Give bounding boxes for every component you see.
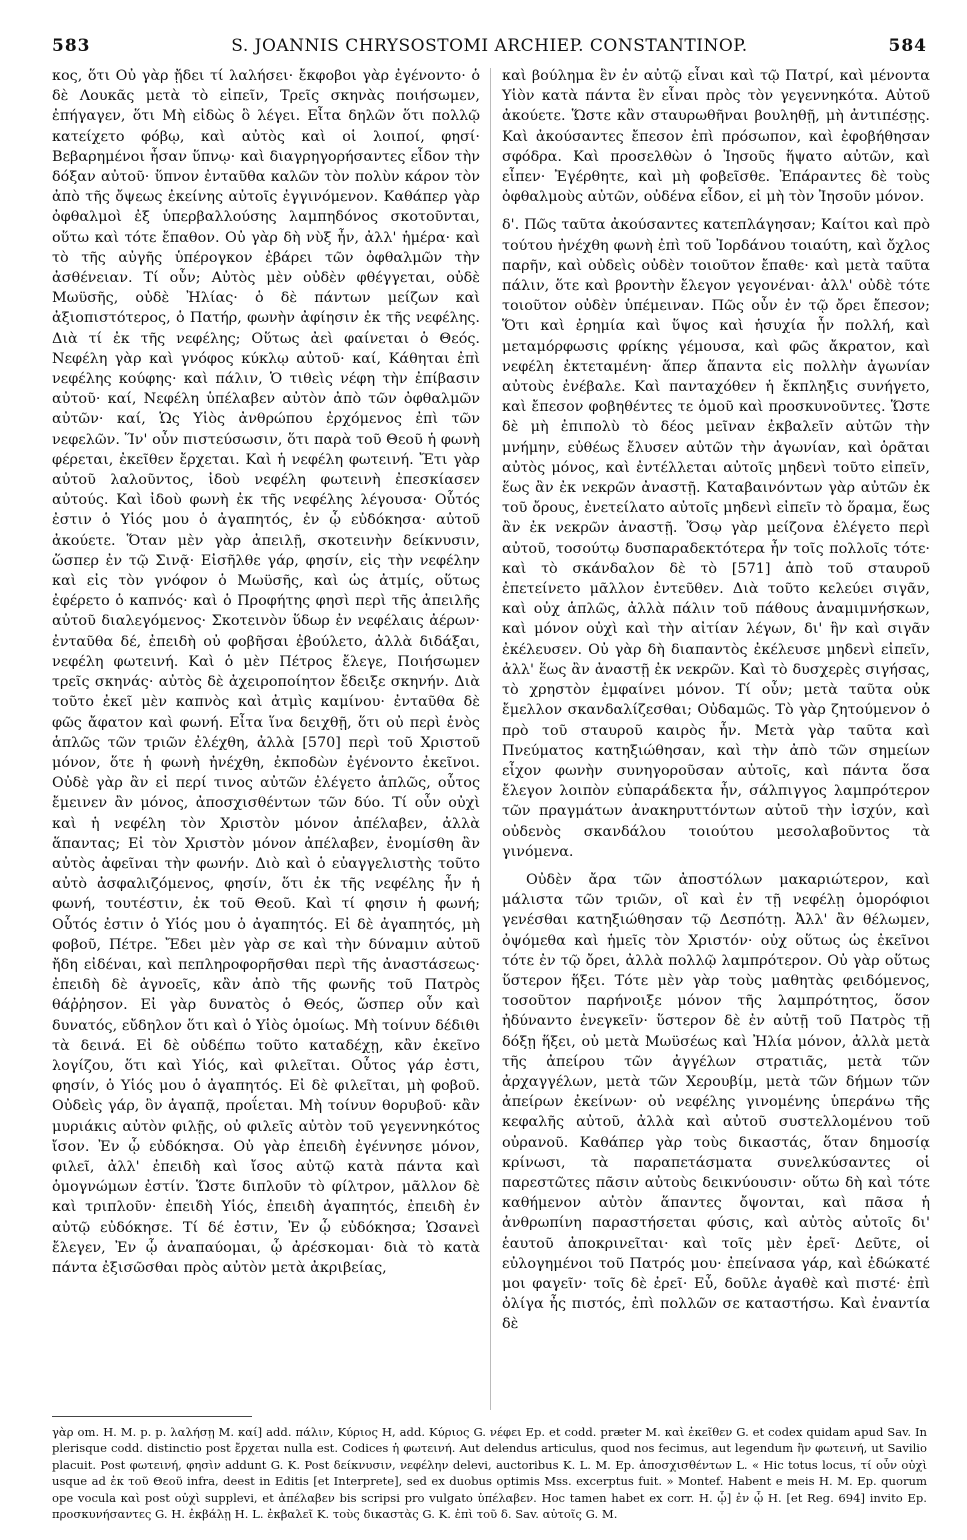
page-header	[52, 36, 927, 60]
right-paragraph-1: καὶ βούλημα ἓν ἐν αὐτῷ εἶναι καὶ τῷ Πατρί, καὶ μένοντα Υἱὸν κατὰ πάντα ἓν εἶναι πρὸς τὸν γεγεννηκότα. Αὐτοῦ ἀκούετε. Ὥστε κἂν σταυρωθῆναι βουληθῇ, μὴ ἀντιπέσῃς. Καὶ ἀκούσαντες ἔπεσον ἐπὶ πρόσωπον, καὶ ἐφοβήθησαν σφόδρα. Καὶ προσελθὼν ὁ Ἰησοῦς ἥψατο αὐτῶν, καὶ εἶπεν· Ἐγέρθητε, καὶ μὴ φοβεῖσθε. Ἐπάραντες δὲ τοὺς ὀφθαλμοὺς αὐτῶν, οὐδένα εἶδον, εἰ μὴ τὸν Ἰησοῦν μόνον.	[502, 68, 930, 206]
footnote-rule	[52, 1416, 252, 1417]
footnote-text: γὰρ om. H. M. p. p. λαλήσῃ M. καί] add. πάλιν, Κύριος H, add. Κύριος G. νέφει Ep. et codd. præter M. καὶ ἐκεῖθεν G. et codex quidam apud Sav. In plerisque codd. distinctio post ἔρχεται nulla est. Codices ἡ φωτεινή. Aut delendus articulus, quod nos fecimus, aut legendum ἣν φωτεινή, ut Savilio placuit. Post φωτεινή, φησὶν addunt G. K. Post δείκνυσιν, νεφέλην delevi, auctoribus K. L. M. Ep. ἀποσχισθέντων L. « Hic totus locus, τί οὖν οὐχὶ usque ad ἐκ τοῦ Θεοῦ infra, deest in Editis [et Interprete], sed ex duobus optimis Mss. excerptus fuit. » Montef. Habent e meis H. M. Ep. quorum ope vocula καὶ post οὐχὶ supplevi, et ἀπέλαβεν bis scripsi pro vulgato ὑπέλαβεν. Hoc tamen habet ex corr. H. ᾧ] ἐν ᾧ H. [et Reg. 694] invito Ep. προσκυνήσαντες G. H. ἐκβάλῃ H. L. ἐκβαλεῖ K. τοὺς δικαστὰς G. K. ἐπὶ τοῦ δ. Sav. αὐτοῖς G. M.	[52, 1425, 927, 1522]
page-number-right: 584	[888, 36, 927, 56]
right-column	[502, 66, 930, 1408]
left-paragraph-1: κος, ὅτι Οὐ γὰρ ᾔδει τί λαλήσει· ἔκφοβοι γὰρ ἐγένοντο· ὁ δὲ Λουκᾶς μετὰ τὸ εἰπεῖν, Τρεῖς σκηνὰς ποιήσωμεν, ἐπήγαγεν, ὅτι Μὴ εἰδὼς ὃ λέγει. Εἶτα δηλῶν ὅτι πολλῷ κατείχετο φόβῳ, καὶ αὐτὸς καὶ οἱ λοιποί, φησί· Βεβαρημένοι ἦσαν ὕπνῳ· καὶ διαγρηγορήσαντες εἶδον τὴν δόξαν αὐτοῦ· ὕπνον ἐνταῦθα καλῶν τὸν πολὺν κάρον τὸν ἀπὸ τῆς ὄψεως ἐκείνης αὐτοῖς ἐγγινόμενον. Καθάπερ γὰρ ὀφθαλμοὶ ἐξ ὑπερβαλλούσης λαμπηδόνος σκοτοῦνται, οὕτω καὶ τότε ἔπαθον. Οὐ γὰρ δὴ νὺξ ἦν, ἀλλ' ἡμέρα· καὶ τὸ τῆς αὐγῆς ὑπέρογκον ἐβάρει τῶν ὀφθαλμῶν τὴν ἀσθένειαν. Τί οὖν; Αὐτὸς μὲν οὐδὲν φθέγγεται, οὐδὲ Μωϋσῆς, οὐδὲ Ἠλίας· ὁ δὲ πάντων μείζων καὶ ἀξιοπιστότερος, ὁ Πατήρ, φωνὴν ἀφίησιν ἐκ τῆς νεφέλης. Διὰ τί ἐκ τῆς νεφέλης; Οὕτως ἀεὶ φαίνεται ὁ Θεός. Νεφέλη γὰρ καὶ γνόφος κύκλῳ αὐτοῦ· καί, Κάθηται ἐπὶ νεφέλης κούφης· καὶ πάλιν, Ὁ τιθεὶς νέφη τὴν ἐπίβασιν αὐτοῦ· καί, Νεφέλη ὑπέλαβεν αὐτὸν ἀπὸ τῶν ὀφθαλμῶν αὐτῶν· καί, Ὡς Υἱὸς ἀνθρώπου ἐρχόμενος ἐπὶ τῶν νεφελῶν. Ἵν' οὖν πιστεύσωσιν, ὅτι παρὰ τοῦ Θεοῦ ἡ φωνὴ φέρεται, ἐκεῖθεν ἔρχεται. Καὶ ἡ νεφέλη φωτεινή. Ἔτι γὰρ αὐτοῦ λαλοῦντος, ἰδοὺ νεφέλη φωτεινὴ ἐπεσκίασεν αὐτούς. Καὶ ἰδοὺ φωνὴ ἐκ τῆς νεφέλης λέγουσα· Οὗτός ἐστιν ὁ Υἱός μου ὁ ἀγαπητός, ἐν ᾧ εὐδόκησα· αὐτοῦ ἀκούετε. Ὅταν μὲν γὰρ ἀπειλῇ, σκοτεινὴν δείκνυσιν, ὥσπερ ἐν τῷ Σινᾷ· Εἰσῆλθε γάρ, φησίν, εἰς τὴν νεφέλην καὶ εἰς τὸν γνόφον ὁ Μωϋσῆς, καὶ ὡς ἀτμίς, οὕτως ἐφέρετο ὁ καπνός· καὶ ὁ Προφήτης φησὶ περὶ τῆς ἀπειλῆς αὐτοῦ διαλεγόμενος· Σκοτεινὸν ὕδωρ ἐν νεφέλαις ἀέρων· ἐνταῦθα δέ, ἐπειδὴ οὐ φοβῆσαι ἐβούλετο, ἀλλὰ διδάξαι, νεφέλη φωτεινή. Καὶ ὁ μὲν Πέτρος ἔλεγε, Ποιήσωμεν τρεῖς σκηνάς· αὐτὸς δὲ ἀχειροποίητον ἔδειξε σκηνήν. Διὰ τοῦτο ἐκεῖ μὲν καπνὸς καὶ ἀτμὶς καμίνου· ἐνταῦθα δὲ φῶς ἄφατον καὶ φωνή. Εἶτα ἵνα δειχθῇ, ὅτι οὐ περὶ ἑνὸς ἁπλῶς τῶν τριῶν ἐλέχθη, ἀλλὰ [570] περὶ τοῦ Χριστοῦ μόνον, ὅτε ἡ φωνὴ ἠνέχθη, ἐκποδὼν ἐγένοντο ἐκεῖνοι. Οὐδὲ γὰρ ἂν εἰ περί τινος αὐτῶν ἐλέγετο ἁπλῶς, οὗτος ἔμεινεν ἂν μόνος, ἀποσχισθέντων τῶν δύο. Τί οὖν οὐχὶ καὶ ἡ νεφέλη τὸν Χριστὸν μόνον ἀπέλαβεν, ἀλλὰ ἅπαντας; Εἰ τὸν Χριστὸν μόνον ἀπέλαβεν, ἐνομίσθη ἂν αὐτὸς ἀφεῖναι τὴν φωνήν. Διὸ καὶ ὁ εὐαγγελιστὴς τοῦτο αὐτὸ ἀσφαλιζόμενος, φησίν, ὅτι ἐκ τῆς νεφέλης ἦν ἡ φωνή, τουτέστιν, ἐκ τοῦ Θεοῦ. Καὶ τί φησιν ἡ φωνή; Οὗτός ἐστιν ὁ Υἱός μου ὁ ἀγαπητός. Εἰ δὲ ἀγαπητός, μὴ φοβοῦ, Πέτρε. Ἔδει μὲν γὰρ σε καὶ τὴν δύναμιν αὐτοῦ ἤδη εἰδέναι, καὶ πεπληροφορῆσθαι περὶ τῆς ἀναστάσεως· ἐπειδὴ δὲ ἀγνοεῖς, κἂν ἀπὸ τῆς φωνῆς τοῦ Πατρὸς θάῤῥησον. Εἰ γὰρ δυνατὸς ὁ Θεός, ὥσπερ οὖν καὶ δυνατός, εὔδηλον ὅτι καὶ ὁ Υἱὸς ὁμοίως. Μὴ τοίνυν δέδιθι τὰ δεινά. Εἰ δὲ οὐδέπω τοῦτο καταδέχῃ, κἂν ἐκεῖνο λογίζου, ὅτι καὶ Υἱός, καὶ φιλεῖται. Οὗτος γάρ ἐστι, φησίν, ὁ Υἱός μου ὁ ἀγαπητός. Εἰ δὲ φιλεῖται, μὴ φοβοῦ. Οὐδεὶς γάρ, ὃν ἀγαπᾷ, προΐεται. Μὴ τοίνυν θορυβοῦ· κἂν μυριάκις αὐτὸν φιλῇς, οὐ φιλεῖς αὐτὸν τοῦ γεγεννηκότος ἴσον. Ἐν ᾧ εὐδόκησα. Οὐ γὰρ ἐπειδὴ ἐγέννησε μόνον, φιλεῖ, ἀλλ' ἐπειδὴ καὶ ἴσος αὐτῷ κατὰ πάντα καὶ ὁμογνώμων ἐστίν. Ὥστε διπλοῦν τὸ φίλτρον, μᾶλλον δὲ καὶ τριπλοῦν· ἐπειδὴ Υἱός, ἐπειδὴ ἀγαπητός, ἐπειδὴ ἐν αὐτῷ εὐδόκησε. Τί δέ ἐστιν, Ἐν ᾧ εὐδόκησα; Ὡσανεὶ ἔλεγεν, Ἐν ᾧ ἀναπαύομαι, ᾧ ἀρέσκομαι· διὰ τὸ κατὰ πάντα ἐξισῶσθαι πρὸς αὐτὸν μετὰ ἀκριβείας,	[52, 68, 480, 1276]
footnotes	[52, 1424, 927, 1522]
right-paragraph-2: δ'. Πῶς ταῦτα ἀκούσαντες κατεπλάγησαν; Καίτοι καὶ πρὸ τούτου ἠνέχθη φωνὴ ἐπὶ τοῦ Ἰορδάνου τοιαύτη, καὶ ὄχλος παρῆν, καὶ οὐδεὶς οὐδὲν τοιοῦτον ἔπαθε· καὶ μετὰ ταῦτα πάλιν, ὅτε καὶ βροντὴν ἔλεγον γεγονέναι· ἀλλ' οὐδὲ τότε τοιοῦτον οὐδὲν ὑπέμειναν. Πῶς οὖν ἐν τῷ ὄρει ἔπεσον; Ὅτι καὶ ἐρημία καὶ ὕψος καὶ ἡσυχία ἦν πολλή, καὶ μεταμόρφωσις φρίκης γέμουσα, καὶ φῶς ἄκρατον, καὶ νεφέλη ἐκτεταμένη· ἅπερ ἅπαντα εἰς πολλὴν ἀγωνίαν αὐτοὺς ἐνέβαλε. Καὶ πανταχόθεν ἡ ἔκπληξις συνήγετο, καὶ ἔπεσον φοβηθέντες τε ὁμοῦ καὶ προσκυνοῦντες. Ὥστε δὲ μὴ ἐπιπολὺ τὸ δέος μεῖναν ἐκβαλεῖν αὐτῶν τὴν μνήμην, εὐθέως ἔλυσεν αὐτῶν τὴν ἀγωνίαν, καὶ ὁρᾶται αὐτὸς μόνος, καὶ ἐντέλλεται αὐτοῖς μηδενὶ τοῦτο εἰπεῖν, ἕως ἂν ἐκ νεκρῶν ἀναστῇ. Καταβαινόντων γὰρ αὐτῶν ἐκ τοῦ ὄρους, ἐνετείλατο αὐτοῖς μηδενὶ εἰπεῖν τὸ ὅραμα, ἕως ἂν ἐκ νεκρῶν ἀναστῇ. Ὅσῳ γὰρ μείζονα ἐλέγετο περὶ αὐτοῦ, τοσούτῳ δυσπαραδεκτότερα ἦν τοῖς πολλοῖς τότε· καὶ τὸ σκάνδαλον δὲ τὸ [571] ἀπὸ τοῦ σταυροῦ ἐπετείνετο μᾶλλον ἐντεῦθεν. Διὰ τοῦτο κελεύει σιγᾶν, καὶ οὐχ ἁπλῶς, ἀλλὰ πάλιν τοῦ πάθους ἀναμιμνήσκων, καὶ μόνον οὐχὶ καὶ τὴν αἰτίαν λέγων, δι' ἣν καὶ σιγᾶν ἐκέλευσεν. Οὐ γὰρ δὴ διαπαντὸς ἐκέλευσε μηδενὶ εἰπεῖν, ἀλλ' ἕως ἂν ἀναστῇ ἐκ νεκρῶν. Καὶ τὸ δυσχερὲς σιγήσας, τὸ χρηστὸν ἐμφαίνει μόνον. Τί οὖν; μετὰ ταῦτα οὐκ ἔμελλον σκανδαλίζεσθαι; Οὐδαμῶς. Τὸ γὰρ ζητούμενον ὁ πρὸ τοῦ σταυροῦ καιρὸς ἦν. Μετὰ γὰρ ταῦτα καὶ Πνεύματος κατηξιώθησαν, καὶ τὴν ἀπὸ τῶν σημείων εἶχον φωνὴν συνηγοροῦσαν αὐτοῖς, καὶ πάντα ὅσα ἔλεγον λοιπὸν εὐπαράδεκτα ἦν, σάλπιγγος λαμπρότερον τῶν πραγμάτων ἀνακηρυττόντων αὐτοῦ τὴν ἰσχύν, καὶ οὐδενὸς σκανδάλου τοιούτου μεσολαβοῦντος τὰ γινόμενα.	[502, 217, 930, 860]
left-column	[52, 66, 480, 1408]
page-number-left: 583	[52, 36, 91, 56]
column-divider	[490, 68, 491, 1410]
right-paragraph-3: Οὐδὲν ἄρα τῶν ἀποστόλων μακαριώτερον, καὶ μάλιστα τῶν τριῶν, οἳ καὶ ἐν τῇ νεφέλῃ ὁμορόφιοι γενέσθαι κατηξιώθησαν τῷ Δεσπότῃ. Ἀλλ' ἂν θέλωμεν, ὀψόμεθα καὶ ἡμεῖς τὸν Χριστόν· οὐχ οὕτως ὡς ἐκεῖνοι τότε ἐν τῷ ὄρει, ἀλλὰ πολλῷ λαμπρότερον. Οὐ γὰρ οὕτως ὕστερον ἥξει. Τότε μὲν γὰρ τοὺς μαθητὰς φειδόμενος, τοσοῦτον παρήνοιξε μόνον τῆς λαμπρότητος, ὅσον ἠδύναντο ἐνεγκεῖν· ὕστερον δὲ ἐν αὐτῇ τοῦ Πατρὸς τῇ δόξῃ ἥξει, οὐ μετὰ Μωϋσέως καὶ Ἠλία μόνον, ἀλλὰ μετὰ τῆς ἀπείρου τῶν ἀγγέλων στρατιᾶς, μετὰ τῶν ἀρχαγγέλων, μετὰ τῶν Χερουβίμ, μετὰ τῶν δήμων τῶν ἀπείρων ἐκείνων· οὐ νεφέλης γινομένης ὑπεράνω τῆς κεφαλῆς αὐτοῦ, ἀλλὰ καὶ αὐτοῦ συστελλομένου τοῦ οὐρανοῦ. Καθάπερ γὰρ τοὺς δικαστάς, ὅταν δημοσίᾳ κρίνωσι, τὰ παραπετάσματα συνελκύσαντες οἱ παρεστῶτες πᾶσιν αὐτοὺς δεικνύουσιν· οὕτω δὴ καὶ τότε καθήμενον αὐτὸν ἅπαντες ὄψονται, καὶ πᾶσα ἡ ἀνθρωπίνη παραστήσεται φύσις, καὶ αὐτὸς αὐτοῖς δι' ἑαυτοῦ ἀποκρινεῖται· καὶ τοῖς μὲν ἐρεῖ· Δεῦτε, οἱ εὐλογημένοι τοῦ Πατρός μου· ἐπείνασα γάρ, καὶ ἐδώκατέ μοι φαγεῖν· τοῖς δὲ ἐρεῖ· Εὖ, δοῦλε ἀγαθὲ καὶ πιστέ· ἐπὶ ὀλίγα ἦς πιστός, ἐπὶ πολλῶν σε καταστήσω. Καὶ ἐναντία δὲ	[502, 871, 930, 1333]
running-title: S. JOANNIS CHRYSOSTOMI ARCHIEP. CONSTANTINOP.	[231, 36, 748, 56]
